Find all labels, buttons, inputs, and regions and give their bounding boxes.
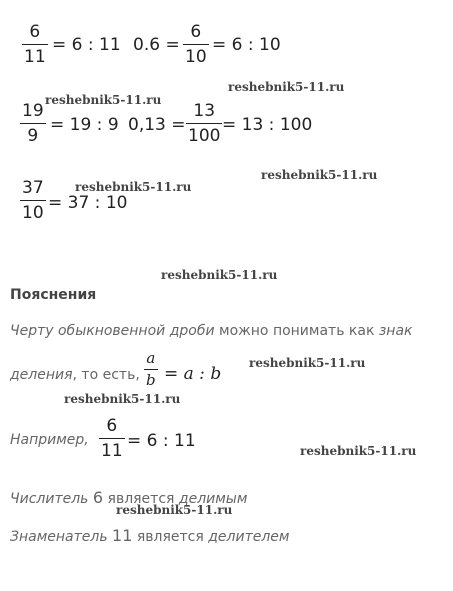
fraction-bar [99, 438, 125, 439]
denominator: 11 [24, 47, 46, 67]
denominator: 10 [185, 47, 207, 67]
numerator: 19 [22, 101, 44, 121]
fraction-6-11 [22, 22, 48, 67]
section-heading: Пояснения [10, 287, 97, 303]
ratio-expression: = 19 : 9 [50, 115, 119, 135]
watermark: reshebnik5-11.ru [161, 268, 278, 282]
fraction-bar [186, 123, 222, 124]
fraction-37-10 [20, 178, 46, 223]
number: 11 [112, 526, 133, 545]
phrase: Черту обыкновенной дроби [10, 323, 215, 339]
ratio-expression: = 37 : 10 [48, 193, 128, 213]
ratio-expression: = 6 : 11 [52, 35, 121, 55]
ratio-expression: = 6 : 11 [127, 431, 196, 451]
ratio-expression: = 6 : 10 [212, 35, 281, 55]
watermark: reshebnik5-11.ru [249, 356, 366, 370]
denominator: 100 [188, 126, 221, 146]
fraction-bar [144, 369, 158, 370]
explanation-line-5 [10, 526, 289, 545]
fraction-13-100 [186, 101, 222, 146]
phrase: является [136, 529, 204, 545]
phrase: делителем [208, 529, 290, 545]
watermark: reshebnik5-11.ru [261, 168, 378, 182]
phrase: Числитель [10, 491, 89, 507]
denominator: 11 [101, 441, 123, 461]
watermark: reshebnik5-11.ru [228, 80, 345, 94]
phrase: , то есть, [72, 367, 140, 383]
numerator: 37 [22, 178, 44, 198]
fraction-a-b [144, 350, 158, 389]
phrase: Знаменатель [10, 529, 108, 545]
explanation-line-2 [10, 367, 140, 383]
number: 6 [92, 488, 104, 507]
watermark: reshebnik5-11.ru [45, 93, 162, 107]
numerator: 6 [29, 22, 41, 42]
numerator: a [146, 349, 156, 367]
fraction-6-10 [183, 22, 209, 67]
example-label: Например, [10, 432, 89, 448]
decimal-expression: 0.6 = [133, 35, 180, 55]
decimal-expression: 0,13 = [128, 115, 186, 135]
ratio-expression: = 13 : 100 [222, 115, 313, 135]
denominator: 9 [27, 126, 39, 146]
watermark: reshebnik5-11.ru [300, 444, 417, 458]
fraction-bar [20, 123, 46, 124]
numerator: 13 [193, 101, 216, 121]
watermark: reshebnik5-11.ru [75, 180, 192, 194]
numerator: 6 [106, 416, 118, 436]
fraction-bar [183, 44, 209, 45]
phrase: является [107, 491, 175, 507]
phrase: деления [10, 367, 73, 383]
fraction-bar [20, 200, 46, 201]
phrase: делимым [178, 491, 248, 507]
watermark: reshebnik5-11.ru [64, 392, 181, 406]
ratio-expression: = a : b [164, 364, 222, 384]
fraction-19-9 [20, 101, 46, 146]
denominator: b [146, 371, 156, 389]
explanation-line-4 [10, 488, 247, 507]
denominator: 10 [22, 203, 44, 223]
phrase: можно понимать как [219, 323, 375, 339]
numerator: 6 [190, 22, 202, 42]
watermark: reshebnik5-11.ru [116, 503, 233, 517]
phrase: знак [378, 323, 413, 339]
fraction-bar [22, 44, 48, 45]
fraction-6-11 [99, 416, 125, 461]
explanation-line-1 [10, 323, 413, 339]
